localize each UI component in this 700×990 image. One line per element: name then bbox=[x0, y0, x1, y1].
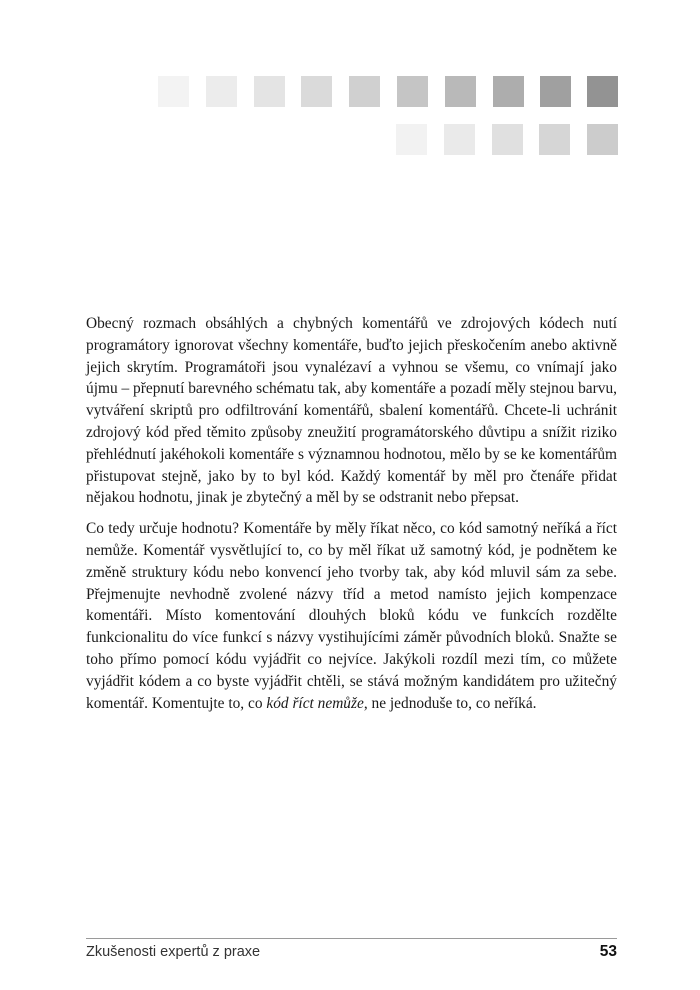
paragraph: Obecný rozmach obsáhlých a chybných komentářů ve zdrojových kódech nutí programátory ignorovat všechny komentáře, buďto jejich přeskočením anebo aktivně jejich skrytím. Programátoři jsou vynalézaví a vyhnou se všemu, co vnímají jako újmu – přepnutí barevného schématu tak, aby komentáře a pozadí měly stejnou barvu, vytváření skriptů pro odfiltrování komentářů, sbalení komentářů. Chcete-li uchránit zdrojový kód před těmito způsoby zneužití programátorského důvtipu a snížit riziko přehlédnutí jakéhokoli komentáře s významnou hodnotou, mělo by se ke komentářům přistupovat stejně, jako by to byl kód. Každý komentář by měl pro čtenáře přidat nějakou hodnotu, jinak je zbytečný a měl by se odstranit nebo přepsat. bbox=[86, 315, 617, 507]
deco-square bbox=[587, 76, 618, 107]
deco-square bbox=[301, 76, 332, 107]
paragraph bbox=[86, 518, 617, 714]
deco-square bbox=[396, 124, 427, 155]
footer-divider bbox=[86, 938, 617, 939]
deco-square bbox=[158, 76, 189, 107]
deco-square bbox=[540, 76, 571, 107]
paragraph-text: , ne jednoduše to, co neříká. bbox=[363, 694, 537, 712]
deco-square bbox=[206, 76, 237, 107]
deco-square bbox=[492, 124, 523, 155]
deco-square bbox=[539, 124, 570, 155]
deco-square bbox=[349, 76, 380, 107]
main-text bbox=[86, 313, 617, 723]
deco-square bbox=[445, 76, 476, 107]
paragraph-text: Co tedy určuje hodnotu? Komentáře by měly říkat něco, co kód samotný neříká a říct nemůže. Komentář vysvětlující to, co by měl říkat už samotný kód, je podnětem ke změně struktury kódu nebo konvencí jeho tvorby tak, aby kód mluvil sám za sebe. Přejmenujte nevhodně zvolené názvy tříd a metod namísto jejich kompenzace komentáři. Místo komentování dlouhých bloků kódu ve funkcích rozdělte funkcionalitu do více funkcí s názvy vystihujícími záměr původních bloků. Snažte se toho přímo pomocí kódu vyjádřit co nejvíce. Jakýkoli rozdíl mezi tím, co můžete vyjádřit kódem a co byste vyjádřit chtěli, se stává možným kandidátem pro užitečný komentář. Komentujte to, co bbox=[86, 520, 617, 712]
deco-square bbox=[444, 124, 475, 155]
decorative-gradient-squares bbox=[158, 76, 618, 156]
emphasized-text: kód říct nemůže bbox=[266, 694, 364, 712]
running-footer-title: Zkušenosti expertů z praxe bbox=[86, 944, 261, 960]
page-number: 53 bbox=[599, 943, 617, 960]
deco-square bbox=[493, 76, 524, 107]
deco-square bbox=[254, 76, 285, 107]
deco-square bbox=[587, 124, 618, 155]
deco-square bbox=[397, 76, 428, 107]
